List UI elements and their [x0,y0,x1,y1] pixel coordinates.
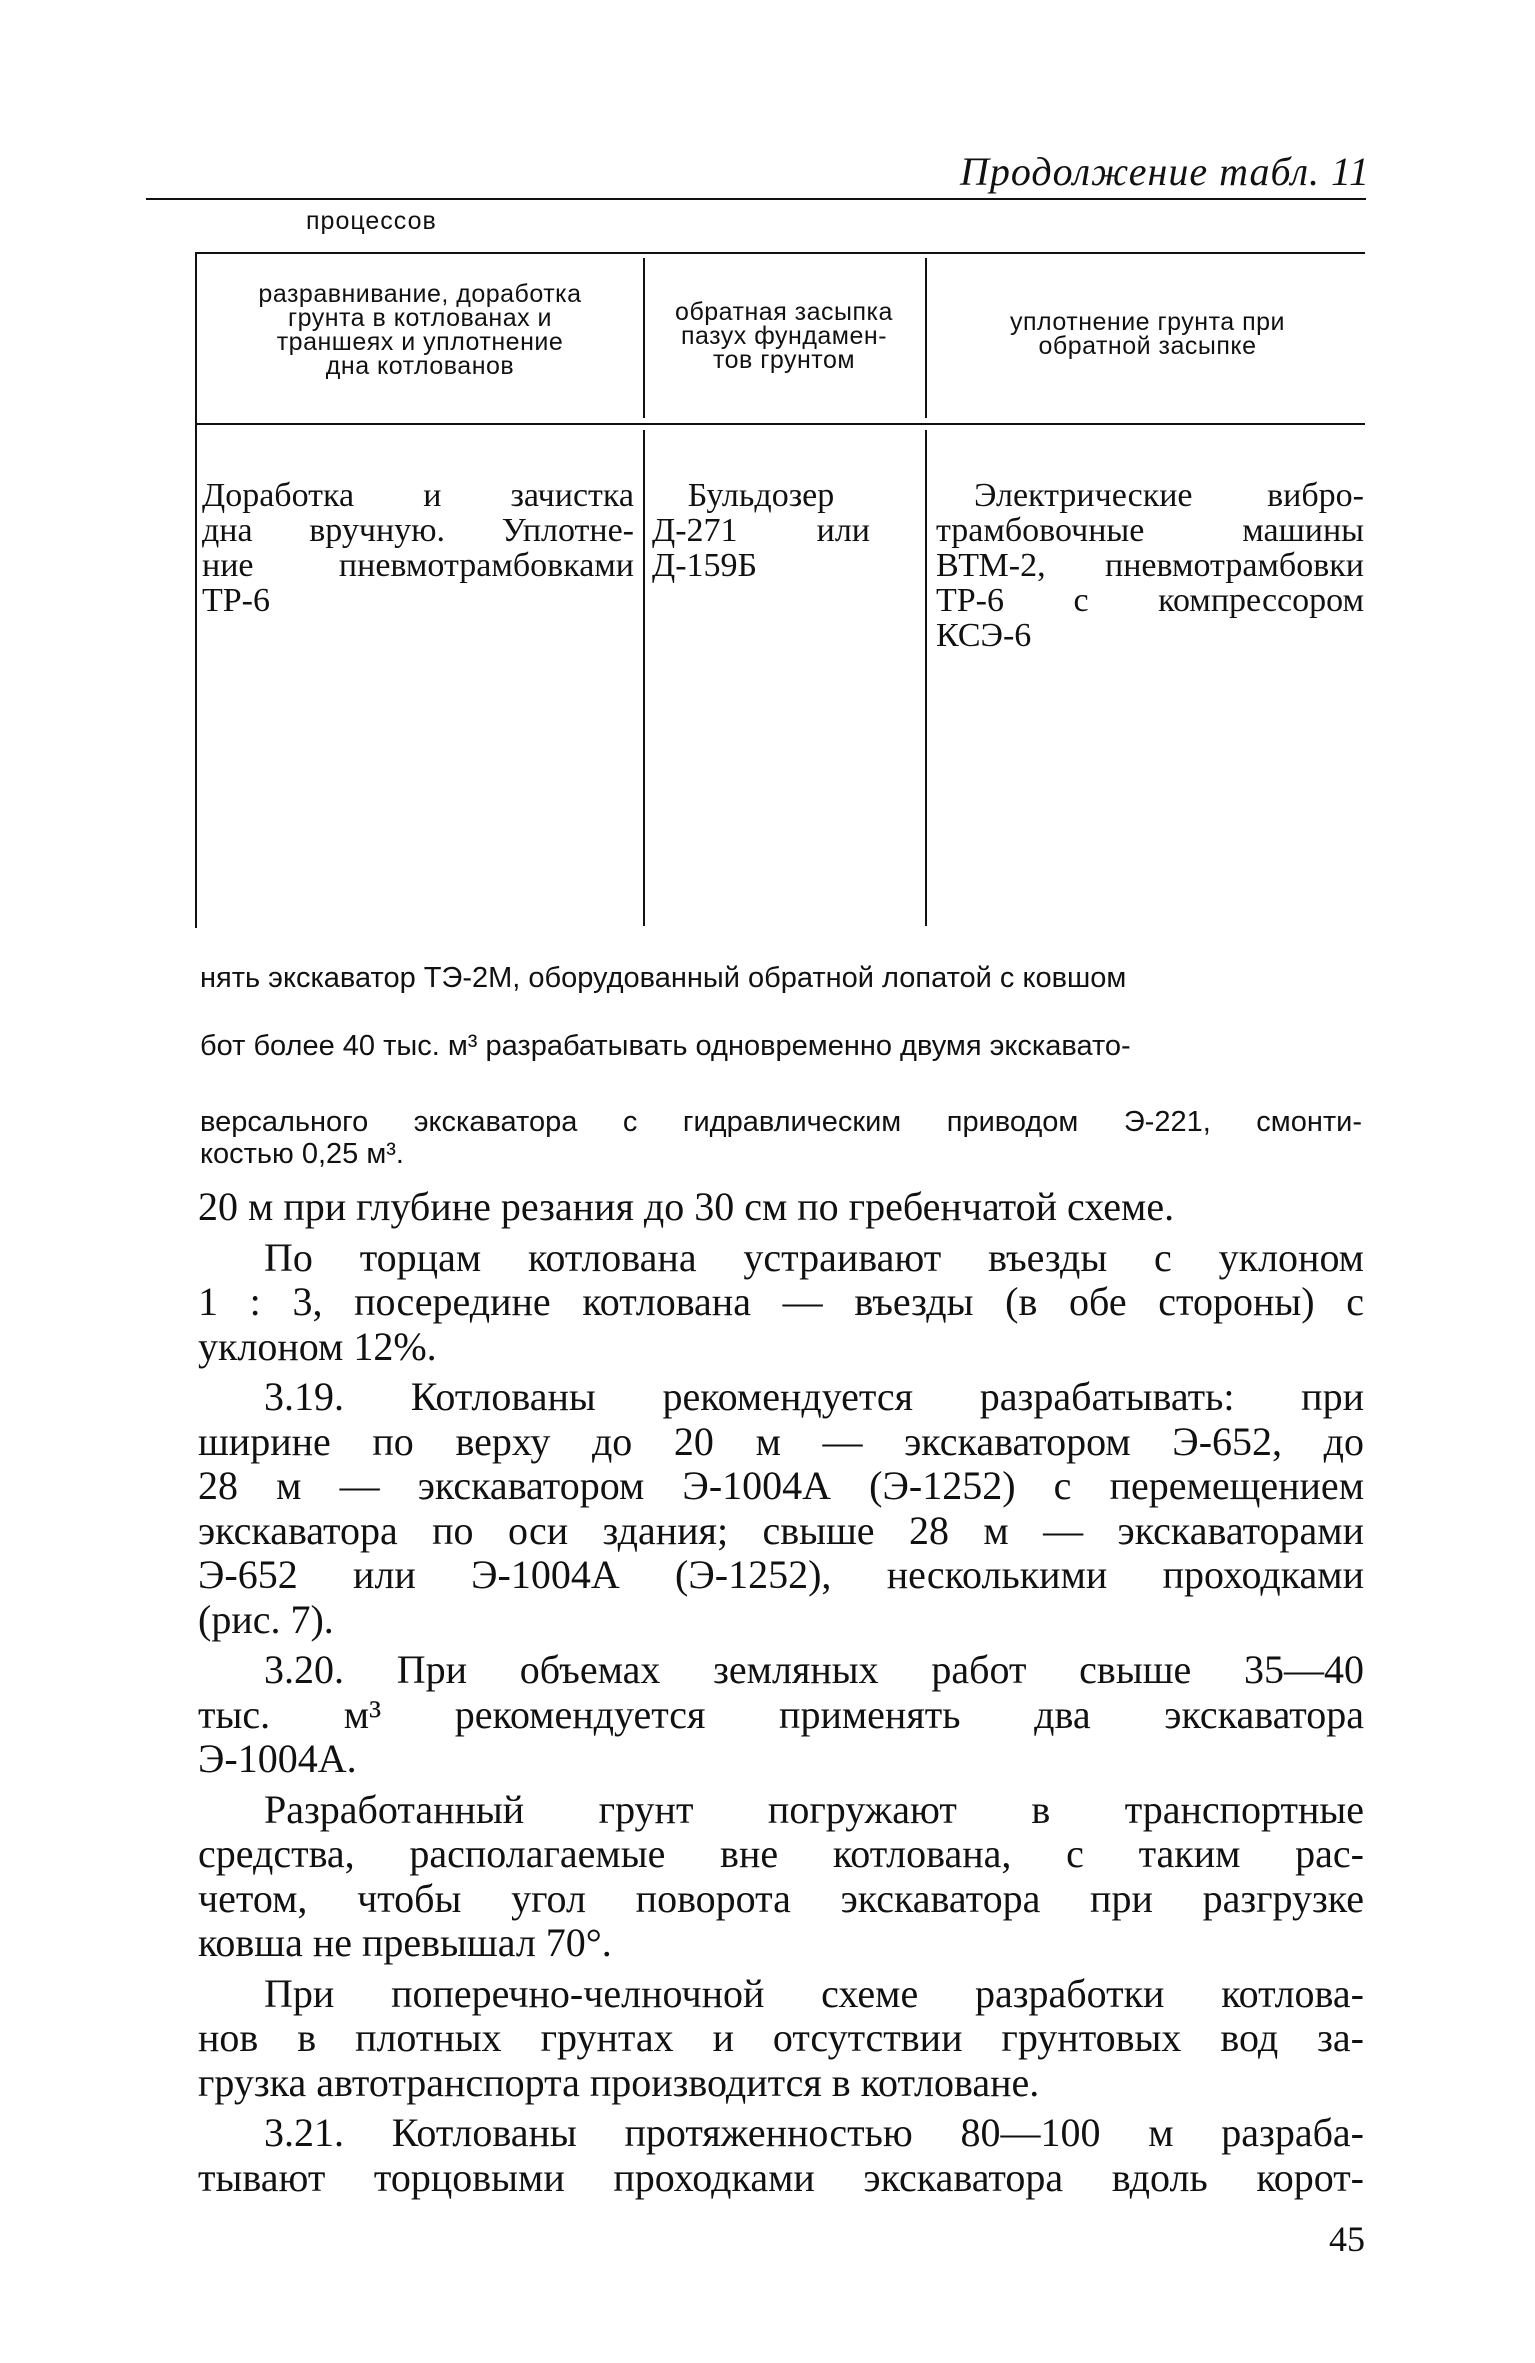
column-divider-2-body [925,430,927,926]
paragraph-2: По торцам котлована устраивают въезды с уклоном 1 : 3, посередине котлована — въезды (в обе стороны) с уклоном 12%. [198,1234,1364,1369]
paragraph-1: 20 м при глубине резания до 30 см по гребенчатой схеме. [198,1184,1175,1229]
paragraph-5: При поперечно-челночной схеме разработки котлова- нов в плотных грунтах и отсутствии грунтовых вод за- грузка автотранспорта производится в котловане. [198,1970,1364,2105]
table-cell-col3: Электрические вибро- трамбовочные машины ВТМ-2, пневмотрамбовки ТР-6 с компрессором КСЭ-6 [936,477,1364,654]
paragraph-4: Разработанный грунт погружают в транспортные средства, располагаемые вне котлована, с таким рас- четом, чтобы угол поворота экскаватора при разгрузке ковша не превышал 70°. [198,1786,1364,1965]
snippet-3: версального экскаватора с гидравлическим приводом Э-221, смонти- костью 0,25 м³. [200,1106,1362,1170]
paragraph-3-19: 3.19. Котлованы рекомендуется разрабатывать: при ширине по верху до 20 м — экскаватором Э-652, до 28 м — экскаватором Э-1004А (Э-1252) с перемещением экскаватора по оси здания; свыше 28 м — экскаваторами Э-652 или Э-1004А (Э-1252), несколькими проходками (рис. 7). [198,1374,1364,1642]
table-header-col1: разравнивание, доработка грунта в котлованах и траншеях и уплотнение дна котлованов [258,280,582,380]
table-cell-col2: Бульдозер Д-271 или Д-159Б [652,477,870,584]
table-caption: Продолжение табл. 11 [960,149,1371,194]
table-top-rule [195,252,1365,254]
table-cell-col1: Доработка и зачистка дна вручную. Уплотне- ние пневмотрамбовками ТР-6 [202,477,634,619]
table-header-col2: обратная засыпка пазух фундамен- тов грунтом [675,298,893,374]
paragraph-3-20: 3.20. При объемах земляных работ свыше 35—40 тыс. м³ рекомендуется применять два экскаватора Э-1004А. [198,1647,1364,1781]
table-header-col3: уплотнение грунта при обратной засыпке [1009,308,1285,360]
table-sub-caption: процессов [306,207,437,235]
column-divider-1 [643,258,645,418]
table-header-rule [195,423,1365,425]
snippet-2: бот более 40 тыс. м³ разрабатывать одновременно двумя экскавато- [200,1030,1131,1062]
snippet-1: нять экскаватор ТЭ-2М, оборудованный обратной лопатой с ковшом [200,962,1127,994]
column-divider-1-body [643,430,645,926]
table-left-border [195,252,197,928]
page-number: 45 [1329,2219,1365,2259]
header-rule [146,198,1366,200]
body-text [198,1185,1364,2206]
paragraph-3-21: 3.21. Котлованы протяженностью 80—100 м разраба- тывают торцовыми проходками экскаватора вдоль корот- [198,2110,1364,2200]
column-divider-2 [925,258,927,418]
